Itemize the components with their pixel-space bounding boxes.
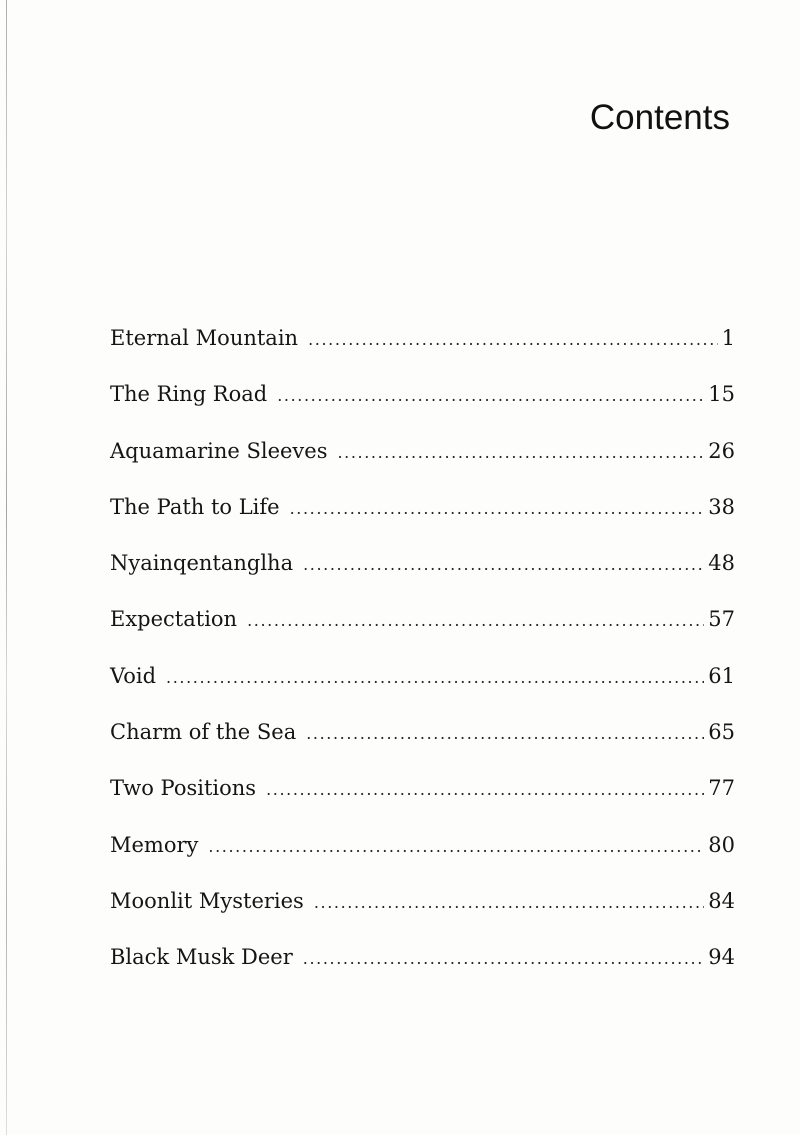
toc-entry-title: The Ring Road	[110, 382, 268, 407]
toc-entry-title: Aquamarine Sleeves	[110, 438, 328, 463]
toc-entry-page: 80	[708, 832, 735, 857]
toc-dot-leader	[338, 443, 705, 462]
toc-dot-leader	[208, 837, 704, 856]
toc-dot-leader	[166, 668, 704, 687]
page-title: Contents	[589, 98, 730, 137]
toc-entry	[110, 382, 735, 438]
toc-dot-leader	[247, 611, 704, 630]
toc-dot-leader	[303, 555, 704, 574]
toc-entry-title: Nyainqentanglha	[110, 551, 294, 576]
toc-dot-leader	[303, 949, 705, 968]
toc-dot-leader	[314, 893, 704, 912]
page-edge-line	[6, 0, 7, 1135]
toc-dot-leader	[306, 724, 704, 743]
table-of-contents	[110, 326, 735, 1002]
toc-entry-title: The Path to Life	[110, 494, 280, 519]
toc-dot-leader	[266, 780, 704, 799]
toc-dot-leader	[290, 499, 705, 518]
toc-entry	[110, 776, 735, 832]
toc-entry-page: 84	[708, 888, 735, 913]
toc-entry-title: Two Positions	[110, 776, 257, 801]
toc-dot-leader	[277, 386, 704, 405]
toc-entry-page: 94	[708, 945, 735, 970]
toc-entry	[110, 495, 735, 551]
toc-entry	[110, 326, 735, 382]
toc-entry	[110, 720, 735, 776]
toc-entry-title: Void	[110, 663, 157, 688]
toc-entry	[110, 439, 735, 495]
toc-entry-page: 26	[708, 438, 735, 463]
toc-dot-leader	[308, 330, 718, 349]
toc-entry-page: 61	[708, 663, 735, 688]
toc-entry	[110, 551, 735, 607]
toc-entry	[110, 889, 735, 945]
toc-entry-page: 48	[708, 551, 735, 576]
toc-entry	[110, 607, 735, 663]
toc-entry	[110, 664, 735, 720]
toc-entry-page: 57	[708, 607, 735, 632]
toc-entry-title: Black Musk Deer	[110, 945, 293, 970]
toc-entry-page: 77	[708, 776, 735, 801]
toc-entry-page: 15	[708, 382, 735, 407]
toc-entry	[110, 945, 735, 1001]
toc-entry-page: 38	[708, 494, 735, 519]
toc-entry-title: Expectation	[110, 607, 238, 632]
toc-entry-page: 1	[721, 326, 735, 350]
toc-entry-title: Charm of the Sea	[110, 720, 297, 745]
toc-entry	[110, 833, 735, 889]
toc-entry-title: Eternal Mountain	[110, 326, 299, 350]
toc-entry-page: 65	[708, 720, 735, 745]
toc-entry-title: Memory	[110, 832, 199, 857]
toc-entry-title: Moonlit Mysteries	[110, 888, 304, 913]
